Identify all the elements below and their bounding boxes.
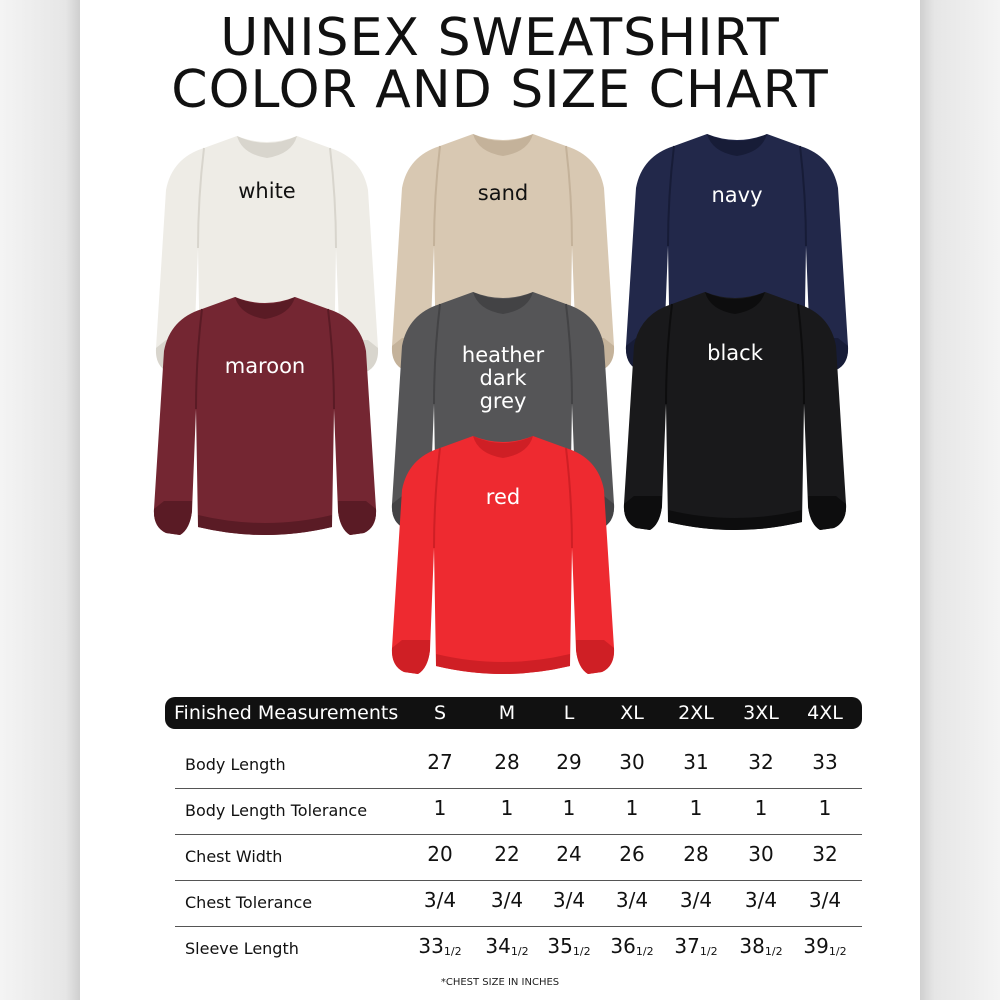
row-label: Chest Width [185, 847, 283, 866]
cell-value: 28 [683, 842, 709, 866]
cell-value: 20 [427, 842, 453, 866]
table-row [175, 880, 862, 927]
cell-value: 3/4 [423, 888, 457, 912]
size-table-header [165, 697, 862, 729]
cell-value: 3/4 [615, 888, 649, 912]
cell-value: 1 [562, 796, 576, 820]
cell-value: 28 [494, 750, 520, 774]
size-header-3xl: 3XL [743, 702, 779, 724]
size-header-l: L [563, 702, 575, 724]
table-cell [795, 842, 855, 866]
cell-value: 22 [494, 842, 520, 866]
table-cell [602, 796, 662, 820]
cell-value: 24 [556, 842, 582, 866]
sweatshirt-cuff-left [624, 496, 662, 530]
color-label: black [707, 341, 763, 365]
table-row [175, 742, 862, 789]
size-header-m: M [498, 702, 516, 724]
table-cell [731, 888, 791, 912]
sweatshirt-cuff-right [576, 640, 614, 674]
size-header-4xl: 4XL [807, 702, 843, 724]
cell-value: 27 [427, 750, 453, 774]
table-cell [731, 750, 791, 774]
cell-value: 3/4 [808, 888, 842, 912]
cell-value: 26 [619, 842, 645, 866]
cell-value: 3/4 [679, 888, 713, 912]
table-cell [795, 888, 855, 912]
table-cell [666, 888, 726, 912]
table-cell [602, 934, 662, 958]
cell-value: 38 [739, 934, 765, 958]
table-cell [477, 888, 537, 912]
cell-value: 3/4 [744, 888, 778, 912]
table-cell [410, 888, 470, 912]
table-row [175, 926, 862, 972]
cell-value: 30 [619, 750, 645, 774]
cell-value: 32 [812, 842, 838, 866]
sweatshirt-body [392, 436, 614, 674]
table-cell [539, 934, 599, 958]
sweatshirt-body [154, 297, 376, 535]
table-cell [602, 842, 662, 866]
sweatshirt-cuff-left [154, 501, 192, 535]
cell-value: 32 [748, 750, 774, 774]
row-label: Chest Tolerance [185, 893, 313, 912]
cell-value: 3/4 [490, 888, 524, 912]
color-label: sand [477, 181, 529, 205]
color-label: heather dark grey [461, 343, 545, 413]
sweatshirt-graphic [620, 284, 850, 544]
cell-value: 30 [748, 842, 774, 866]
sweatshirt-maroon [150, 289, 380, 549]
table-cell [539, 888, 599, 912]
cell-value: 1 [500, 796, 514, 820]
footnote: *CHEST SIZE IN INCHES [440, 977, 560, 988]
table-cell [410, 750, 470, 774]
cell-fraction: 1/2 [635, 945, 654, 958]
table-cell [477, 842, 537, 866]
table-row [175, 834, 862, 881]
cell-fraction: 1/2 [572, 945, 591, 958]
color-label: red [485, 485, 521, 509]
sweatshirt-graphic [150, 289, 380, 549]
table-cell [666, 750, 726, 774]
cell-fraction: 1/2 [764, 945, 783, 958]
sweatshirt-body [624, 292, 846, 530]
sweatshirt-red [388, 428, 618, 688]
table-cell [539, 796, 599, 820]
header-label: Finished Measurements [174, 702, 399, 724]
table-cell [602, 888, 662, 912]
row-label: Body Length [185, 755, 286, 774]
table-cell [795, 934, 855, 958]
table-cell [795, 796, 855, 820]
table-cell [731, 842, 791, 866]
table-cell [666, 934, 726, 958]
table-cell [410, 796, 470, 820]
page-title-line1: UNISEX SWEATSHIRT [220, 8, 780, 68]
cell-value: 36 [610, 934, 636, 958]
page-edge-left [0, 0, 80, 1000]
size-header-2xl: 2XL [678, 702, 714, 724]
cell-value: 34 [485, 934, 511, 958]
cell-value: 33 [812, 750, 838, 774]
row-label: Sleeve Length [185, 939, 299, 958]
table-cell [410, 842, 470, 866]
sweatshirt-black [620, 284, 850, 544]
cell-fraction: 1/2 [510, 945, 529, 958]
page-title-line2: COLOR AND SIZE CHART [171, 60, 829, 120]
cell-value: 1 [818, 796, 832, 820]
table-row [175, 788, 862, 835]
sweatshirt-graphic [388, 428, 618, 688]
table-cell [477, 796, 537, 820]
cell-fraction: 1/2 [828, 945, 847, 958]
size-header-xl: XL [620, 702, 644, 724]
cell-value: 1 [689, 796, 703, 820]
row-label: Body Length Tolerance [185, 801, 368, 820]
table-cell [539, 750, 599, 774]
cell-value: 3/4 [552, 888, 586, 912]
table-cell [477, 934, 537, 958]
cell-value: 37 [674, 934, 700, 958]
cell-value: 1 [754, 796, 768, 820]
sweatshirt-cuff-left [392, 640, 430, 674]
table-cell [666, 796, 726, 820]
table-cell [539, 842, 599, 866]
sweatshirt-cuff-right [338, 501, 376, 535]
cell-fraction: 1/2 [699, 945, 718, 958]
sweatshirt-cuff-right [808, 496, 846, 530]
cell-value: 1 [625, 796, 639, 820]
cell-value: 33 [418, 934, 444, 958]
table-cell [477, 750, 537, 774]
cell-value: 35 [547, 934, 573, 958]
color-label: white [238, 179, 296, 203]
table-cell [666, 842, 726, 866]
table-cell [410, 934, 470, 958]
cell-value: 1 [433, 796, 447, 820]
color-label: navy [711, 183, 763, 207]
table-cell [731, 796, 791, 820]
cell-value: 31 [683, 750, 709, 774]
color-label: maroon [224, 354, 306, 378]
cell-fraction: 1/2 [443, 945, 462, 958]
table-cell [795, 750, 855, 774]
table-cell [602, 750, 662, 774]
cell-value: 29 [556, 750, 582, 774]
page-edge-right [920, 0, 1000, 1000]
cell-value: 39 [803, 934, 829, 958]
table-cell [731, 934, 791, 958]
size-header-s: S [433, 702, 447, 724]
